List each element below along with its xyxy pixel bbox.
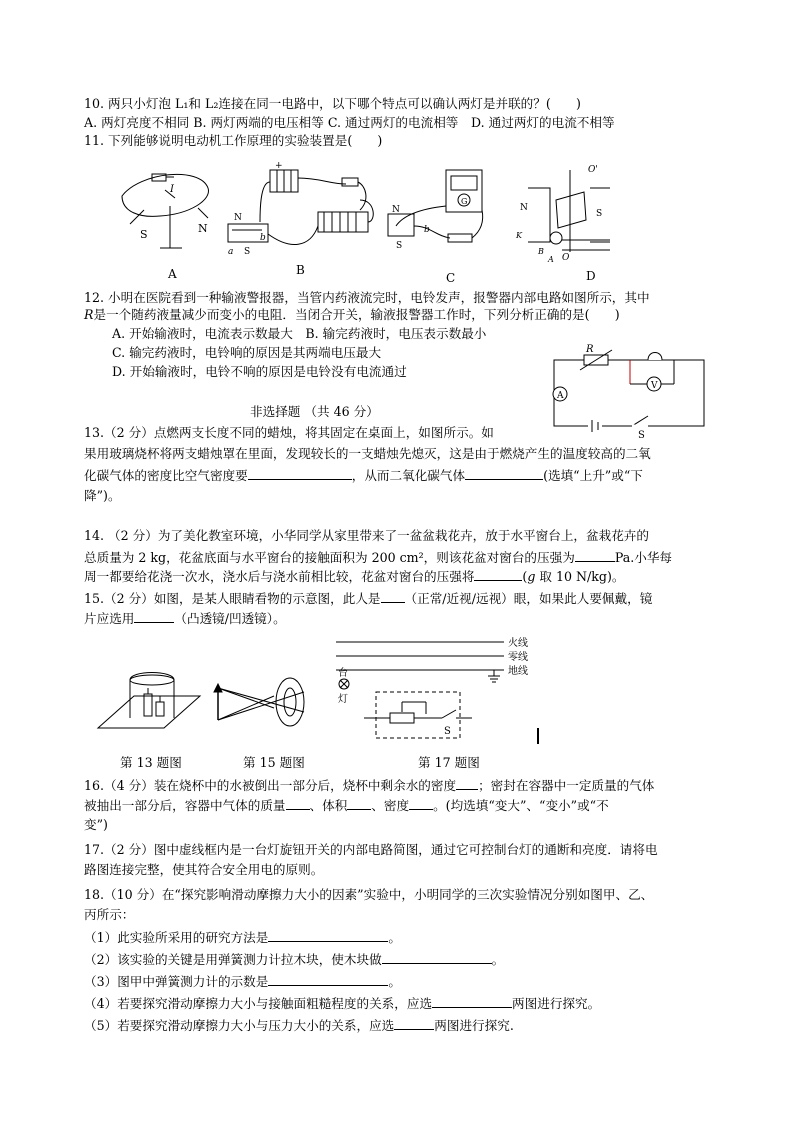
fig-d-n-label: N bbox=[520, 203, 528, 213]
q10-stem: 10. 两只小灯泡 L₁和 L₂连接在同一电路中，以下哪个特点可以确认两灯是并联的？( ) bbox=[84, 96, 581, 111]
fig-d-a-label: A bbox=[548, 255, 554, 264]
q12-option-d: D. 开始输液时，电铃不响的原因是电铃没有电流通过 bbox=[112, 364, 407, 379]
q16-blank-3 bbox=[347, 797, 371, 810]
q18-sub-2: （2）该实验的关键是用弹簧测力计拉木块，使木块做 。 bbox=[84, 952, 505, 967]
q15-line-2: 片应选用 （凸透镜/凹透镜）。 bbox=[84, 611, 286, 626]
q15-line-1: 15.（2 分）如图，是某人眼睛看物的示意图，此人是 （正常/近视/远视）眼，如果此人要佩戴，镜 bbox=[84, 591, 653, 606]
q18-sub-3: （3）图甲中弹簧测力计的示数是 。 bbox=[84, 974, 401, 989]
q17-line-1: 17.（2 分）图中虚线框内是一台灯旋钮开关的内部电路简图，通过它可控制台灯的通断和亮度．请将电 bbox=[84, 842, 658, 857]
q15-blank-2 bbox=[134, 610, 174, 623]
q14-line-3: 周一都要给花浇一次水，浇水后与浇水前相比较，花盆对窗台的压强将 (g 取 10 N/kg)。 bbox=[84, 569, 625, 584]
q16-blank-1 bbox=[456, 777, 478, 790]
q12-ammeter-label: A bbox=[557, 391, 564, 401]
fig-b-b-label: b bbox=[260, 233, 266, 243]
q14-line-2: 总质量为 2 kg，花盆底面与水平窗台的接触面积为 200 cm²，则该花盆对窗台的压强为 Pa.小华每 bbox=[84, 550, 673, 565]
fig-d-o1-label: O bbox=[562, 253, 570, 263]
q18-blank-4 bbox=[432, 995, 512, 1008]
fig-a-i-label: I bbox=[170, 184, 174, 195]
q18-line-1: 18.（10 分）在“探究影响滑动摩擦力大小的因素”实验中，小明同学的三次实验情况分别如图甲、乙、 bbox=[84, 887, 654, 902]
label-d: D bbox=[586, 269, 596, 283]
fig17-switch-label: S bbox=[444, 726, 451, 737]
caption-fig17: 第 17 题图 bbox=[418, 755, 480, 770]
fig-c-galvanometer-circuit bbox=[388, 170, 483, 242]
q18-sub-4: （4）若要探究滑动摩擦力大小与接触面粗糙程度的关系，应选 两图进行探究。 bbox=[84, 996, 601, 1011]
fig-c-g-label: G bbox=[461, 197, 468, 206]
q13-line-2: 果用玻璃烧杯将两支蜡烛罩在里面，发现较长的一支蜡烛先熄灭，这是由于燃烧产生的温度较高的二氧 bbox=[84, 446, 651, 461]
q15-blank-1 bbox=[381, 590, 405, 603]
section-title: 非选择题 （共 46 分） bbox=[250, 404, 379, 419]
fig-b-a-label: a bbox=[228, 247, 234, 257]
fig-a-n-label: N bbox=[198, 222, 208, 235]
figure-row-13-15-17 bbox=[94, 632, 554, 747]
q16-blank-2 bbox=[286, 797, 310, 810]
q18-blank-5 bbox=[394, 1017, 434, 1030]
fig-b-battery-circuit bbox=[228, 170, 373, 244]
q13-blank-1 bbox=[248, 467, 352, 480]
q10-options: A. 两灯亮度不相同 B. 两灯两端的电压相等 C. 通过两灯的电流相等 D. 通过两灯的电流不相等 bbox=[84, 115, 615, 130]
fig-d-o2-label: O' bbox=[588, 165, 598, 175]
fig-a-wire-compass bbox=[122, 174, 208, 248]
fig-b-n-label: N bbox=[234, 213, 242, 223]
fig17-lamp-label-1: 台 bbox=[338, 668, 348, 679]
q11-stem: 11. 下列能够说明电动机工作原理的实验装置是( ) bbox=[84, 133, 383, 148]
q16-line-3: 变”) bbox=[84, 817, 108, 832]
fig-d-k-label: K bbox=[516, 231, 522, 240]
fig17-earth-wire-label: 地线 bbox=[508, 666, 528, 677]
fig17-neutral-wire-label: 零线 bbox=[508, 652, 528, 663]
q13-line-1: 13.（2 分）点燃两支长度不同的蜡烛，将其固定在桌面上，如图所示。如 bbox=[84, 425, 494, 440]
q18-sub-1: （1）此实验所采用的研究方法是 。 bbox=[84, 930, 401, 945]
fig-c-n-label: N bbox=[392, 205, 400, 215]
fig13-candles-beaker bbox=[98, 673, 200, 729]
q11-figures bbox=[110, 160, 610, 285]
q12-option-c: C. 输完药液时，电铃响的原因是其两端电压最大 bbox=[112, 345, 382, 360]
q16-blank-4 bbox=[409, 797, 433, 810]
q13-blank-2 bbox=[465, 467, 543, 480]
q13-line-4: 降”)。 bbox=[84, 488, 121, 503]
fig-d-b-label: B bbox=[538, 247, 544, 256]
fig15-eye-diagram bbox=[214, 678, 304, 726]
q16-line-2: 被抽出一部分后，容器中气体的质量 、体积 、密度 。(均选填“变大”、“变小”或“不 bbox=[84, 798, 609, 813]
fig17-live-wire-label: 火线 bbox=[508, 638, 528, 649]
fig17-wiring bbox=[336, 642, 504, 738]
q12-r-symbol: R bbox=[84, 307, 94, 322]
q12-switch-label: S bbox=[638, 430, 645, 440]
fig17-lamp-label-2: 灯 bbox=[338, 694, 348, 705]
label-a: A bbox=[168, 267, 177, 281]
q12-options-ab: A. 开始输液时，电流表示数最大 B. 输完药液时，电压表示数最小 bbox=[112, 326, 487, 341]
fig-c-s-label: S bbox=[396, 241, 403, 251]
q16-line-1: 16.（4 分）装在烧杯中的水被倒出一部分后，烧杯中剩余水的密度 ；密封在容器中一定质量的气体 bbox=[84, 778, 655, 793]
label-c: C bbox=[446, 271, 456, 285]
q14-line-1: 14. （2 分）为了美化教室环境，小华同学从家里带来了一盆盆栽花卉，放于水平窗台上，盆栽花卉的 bbox=[84, 528, 649, 543]
q12-stem-1: 12. 小明在医院看到一种输液警报器，当管内药液流完时，电铃发声，报警器内部电路如图所示，其中 bbox=[84, 290, 650, 305]
q18-blank-1 bbox=[268, 929, 388, 942]
text-cursor-mark bbox=[537, 728, 539, 744]
caption-fig13: 第 13 题图 bbox=[120, 755, 182, 770]
q12-r-label: R bbox=[586, 344, 594, 355]
fig-a-s-label: S bbox=[140, 228, 148, 241]
q18-blank-3 bbox=[268, 973, 388, 986]
q12-stem-2: R是一个随药液量减少而变小的电阻．当闭合开关，输液报警器工作时，下列分析正确的是( ) bbox=[84, 307, 620, 322]
fig-b-plus: + bbox=[275, 161, 283, 171]
q12-circuit bbox=[548, 340, 708, 440]
q18-line-2: 丙所示： bbox=[84, 907, 135, 922]
q14-blank-2 bbox=[474, 568, 522, 581]
q17-line-2: 路图连接完整，使其符合安全用电的原则。 bbox=[84, 862, 324, 877]
q18-blank-2 bbox=[382, 951, 492, 964]
q14-blank-1 bbox=[575, 549, 615, 562]
fig-d-s-label: S bbox=[596, 209, 603, 219]
label-b: B bbox=[296, 263, 305, 277]
q13-line-3: 化碳气体的密度比空气密度要 ，从而二氧化碳气体 (选填“上升”或“下 bbox=[84, 468, 643, 483]
q12-voltmeter-label: V bbox=[651, 381, 658, 391]
caption-fig15: 第 15 题图 bbox=[243, 755, 305, 770]
fig-b-s-label: S bbox=[244, 247, 251, 257]
fig-c-b-label: b bbox=[424, 225, 430, 235]
q18-sub-5: （5）若要探究滑动摩擦力大小与压力大小的关系，应选 两图进行探究. bbox=[84, 1018, 514, 1033]
